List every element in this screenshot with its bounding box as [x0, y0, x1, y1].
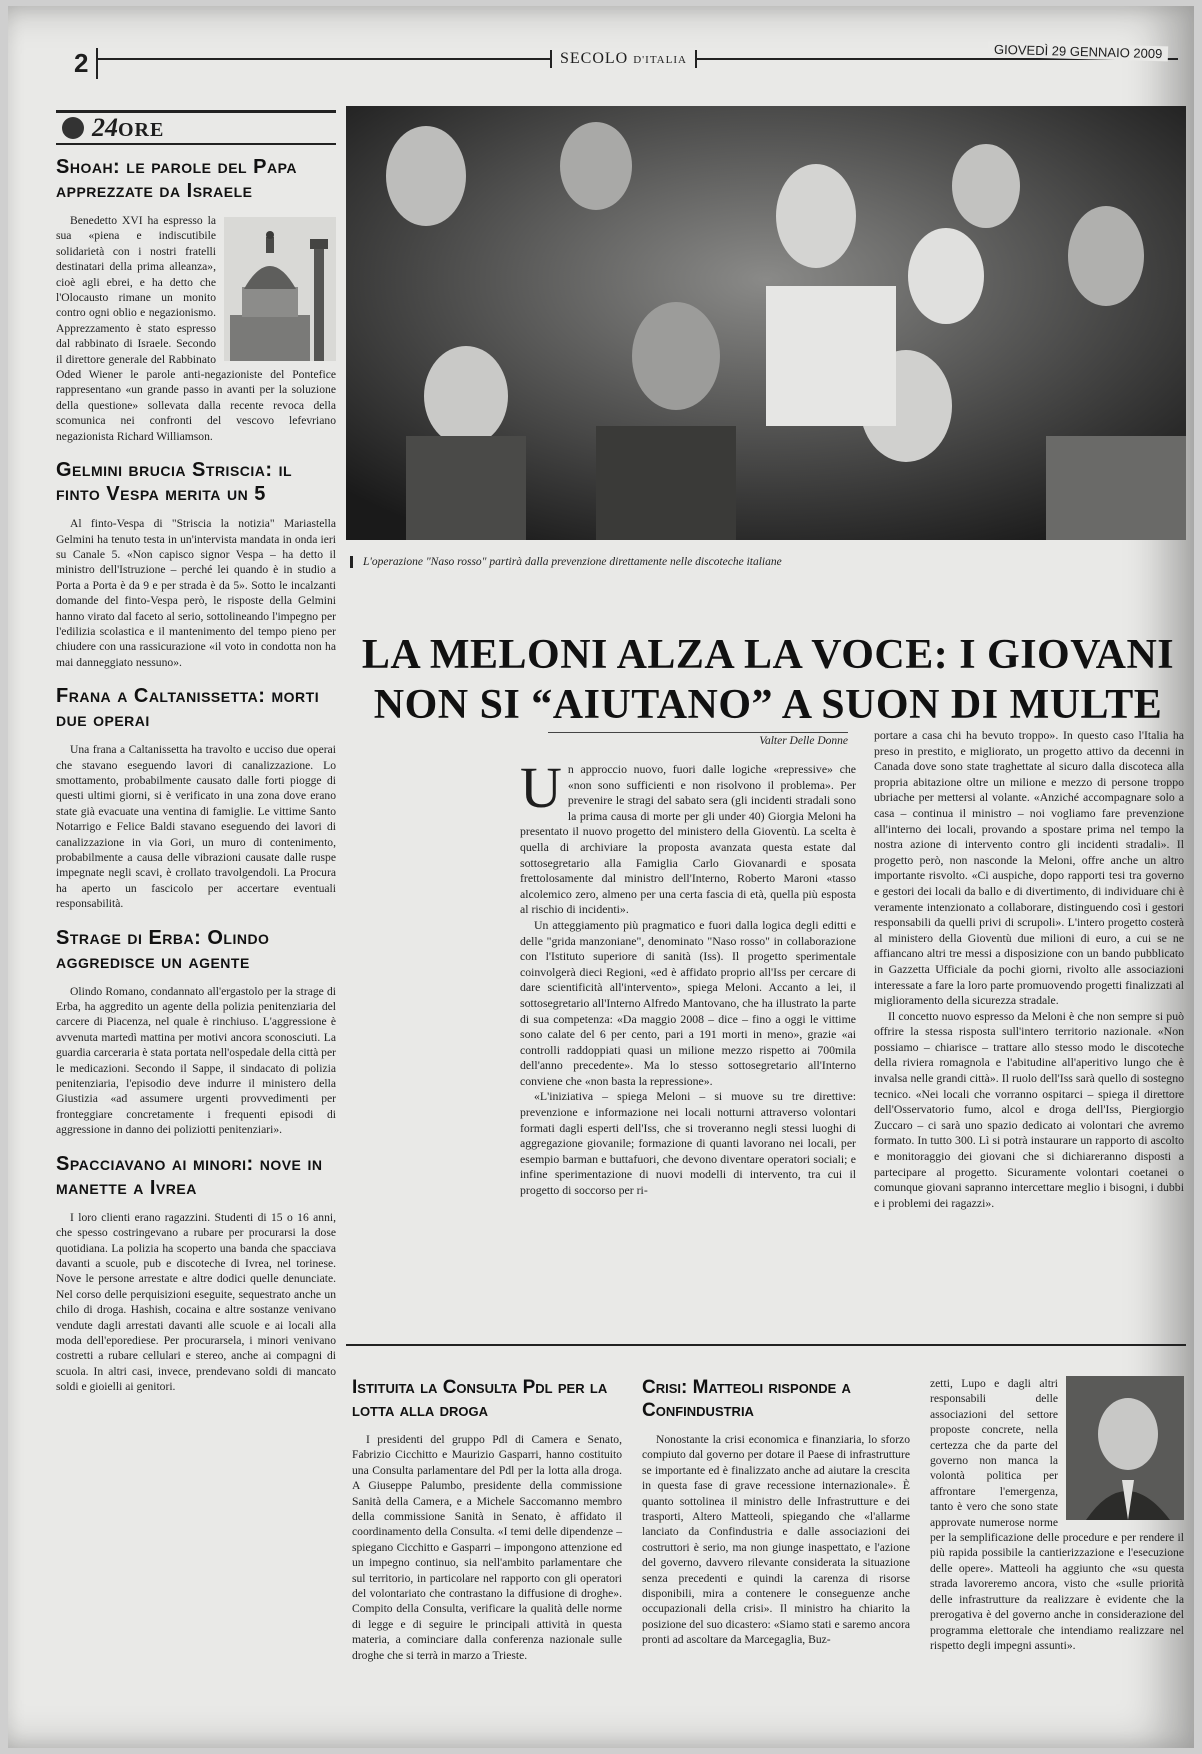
newspaper-page [8, 6, 1194, 1748]
brief-title: Shoah: le parole del Papa apprezzate da Israele [56, 156, 297, 202]
section-logo-text [92, 113, 164, 143]
brief-text: Al finto-Vespa di "Striscia la notizia" Mariastella Gelmini ha tenuto testa in un'intervista mandata in onda ieri su Canale 5. «Non capisco signor Vespa – ha detto il ministro dell'Istruzione – perché lei quando è in studio a Porta a Porta è da 9 e per strada è da 5». Sotto le incalzanti domande del finto-Vespa però, le risposte della Gelmini hanno virato dal faceto al serio, sottolineando l'impegno per l'edilizia scolastica e il mantenimento del tempo pieno per chiudere con una rassicurazione «il voto in condotta non ha mai danneggiato nessuno». [56, 517, 336, 669]
st-peters-basilica-image [224, 217, 336, 361]
brief-caltanissetta [56, 684, 336, 911]
brief-erba [56, 926, 336, 1138]
brief-consulta-pdl [352, 1376, 622, 1663]
brief-title: Gelmini brucia Striscia: il finto Vespa merita un 5 [56, 459, 293, 506]
paper-name-main: SECOLO [560, 50, 629, 67]
brief-text: I loro clienti erano ragazzini. Studenti di 15 o 16 anni, che spesso costringevano a rubare per procurarsi la dose quotidiana. La polizia ha scoperto una banda che spacciava davanti a scuole, pub e discoteche di Ivrea, nel torinese. Nove le persone arrestate e altre dodici quelle denunciate. Nel corso delle perquisizioni eseguite, sequestrato anche un chilo di droga. Hashish, cocaina e altre sostanze venivano vendute dagli arrestati davanti alle scuole e ai locali alla moda dell'eporediese. Per procurarsela, i minori venivano costretti a rubare cellulari e stereo, anche ai compagni di scuola. In altri casi, invece, prendevano soldi di mancato soldi e gioielli ai genitori. [56, 1210, 336, 1394]
photo-caption: L'operazione "Naso rosso" partirà dalla prevenzione direttamente nelle discoteche italiane [350, 556, 1193, 568]
brief-text: I presidenti del gruppo Pdl di Camera e Senato, Fabrizio Cicchitto e Maurizio Gasparri, hanno costituito una Consulta parlamentare del Pdl per la lotta alla droga. A Giuseppe Palumbo, presidente della commissione Sanità della Camera, e a Michele Saccomanno membro della commissione Sanità in Senato, è affidato il coordinamento della Consulta. «I temi delle dipendenze – spiegano Cicchitto e Gasparri – impongono attenzione ed un impegno continuo, sia nell'ambito parlamentare che sul territorio, in particolare nel rapporto con gli operatori del volontariato che contrastano la diffusione di droghe». Compito della Consulta, verificare la qualità delle norme di legge e di seguire le principali attività in questa materia, a cominciare dalla conferenza nazionale sulle droghe che si terrà in marzo a Trieste. [352, 1433, 622, 1662]
brief-text: zetti, Lupo e dagli altri responsabili delle associazioni del settore proposte concrete, nella certezza che da parte del governo non manca la volontà politica per affrontare l'emergenza, tanto è vero che sono state approvate numerose norme per la semplificazione delle procedure e per rendere il più rapida possibile la cantierizzazione e l'esecuzione delle opere». Matteoli ha aggiunto che «su questa strada lavoreremo ancora, visto che «sulle priorità delle infrastrutture da realizzare è evidente che la prerogativa è del governo anche in considerazione del programma elettorale che intendiamo realizzare nel rispetto degli impegni assunti». [930, 1377, 1184, 1652]
paper-name [550, 50, 697, 68]
article-paragraph: «L'iniziativa – spiega Meloni – si muove su tre direttive: prevenzione e informazione nei locali notturni attraverso volontari formati dagli esperti dell'Iss, che si troveranno negli stessi luoghi di aggregazione giovanile; formazione di quanti lavorano nei locali, per esempio barman e buttafuori, che devono diventare operatori sociali; e infine sperimentazione di nuovi modelli di intervento, tra cui il progetto di soccorso per ri- [520, 1089, 856, 1198]
headline-line-2: NON SI “AIUTANO” A SUON DI MULTE [373, 682, 1163, 729]
brief-text: Una frana a Caltanissetta ha travolto e ucciso due operai che stavano eseguendo lavori di canalizzazione. Lo smottamento, probabilmente causato dalle forti piogge di questi ultimi giorni, si è verificato in una zona dove erano state già evacuate una ventina di famiglie. Le vittime Santo Notarrigo e Felice Baldi stavano eseguendo dei lavori di canalizzazione in via Gori, un muro di contenimento, probabilmente a causa delle vibrazioni causate dalle ruspe impegnate negli scavi, è crollato travolgendoli. La Procura ha aperto un fascicolo per accertare eventuali responsabilità. [56, 743, 336, 911]
matteoli-portrait-photo [1066, 1376, 1184, 1520]
article-paragraph: Un atteggiamento più pragmatico e fuori dalla logica degli editti e delle "grida manzoniane", denominato "Naso rosso" in collaborazione con l'Istituto superiore di sanità (Iss). Il progetto sperimentale coinvolgerà dieci Regioni, «ed è affidato proprio all'Iss per cercare di dare scientificità all'intervento», spiega Meloni. Accanto a lei, il sottosegretario all'Interno Alfredo Mantovano, che ha illustrato la parte di sua competenza: «Da maggio 2008 – dice – fino a oggi le vittime sono calate del 6 per cento, pari a 191 morti in meno», grazie «ai controlli raddoppiati quasi un milione mezzo rispetto ai 700mila dell'anno precedente». Ma lo stesso sottosegretario all'Interno conviene che «non basta la repressione». [520, 917, 856, 1088]
article-paragraph: portare a casa chi ha bevuto troppo». In questo caso l'Italia ha preso in prestito, e migliorato, un progetto attivo da decenni in Canada dove sono state traghettate al sicuro dalla discoteca alla propria abitazione oltre un milione e mezzo di persone troppo ubriache per mettersi al volante. «Anziché accompagnare solo a casa – continua il ministro – noi vogliamo fare prevenzione all'interno dei locali, provando a spostare prima nel tempo la nostra azione di intervento contro gli incidenti stradali». Il progetto però, non nasconde la Meloni, offre anche un altro importante risvolto. «Ci auspiche, dopo rapporti tesi tra governo e gestori dei locali da ballo e di divertimento, di individuare chi è veramente intenzionato a collaborare, distinguendo così i gestori responsabili da quelli privi di scrupoli». L'intero progetto costerà al ministero della Gioventù due milioni di euro, a cui se ne affiancano altri tre messi a disposizione con un bando pubblicato in Gazzetta Ufficiale da pochi giorni, rivolto alle associazioni interessate a fare la loro parte promuovendo progetti finalizzati al miglioramento della sicurezza stradale. [874, 728, 1184, 1008]
article-column-2 [874, 728, 1184, 1211]
article-paragraph [520, 755, 856, 918]
brief-shoah [56, 155, 336, 444]
brief-title: Spacciavano ai minori: nove in manette a Ivrea [56, 1152, 323, 1199]
brief-crisi-matteoli [642, 1376, 910, 1648]
brief-title: Strage di Erba: Olindo aggredisce un agente [56, 926, 270, 973]
brief-title: Frana a Caltanissetta: morti due operai [56, 685, 320, 732]
disco-crowd-photo [346, 106, 1186, 540]
logo-number: 24 [92, 113, 118, 142]
brief-ivrea [56, 1152, 336, 1395]
brief-crisi-continuation [930, 1376, 1184, 1653]
brief-title: Istituita la Consulta Pdl per la lotta alla droga [352, 1377, 608, 1421]
issue-date: GIOVEDÌ 29 GENNAIO 2009 [987, 42, 1168, 62]
section-divider [346, 1344, 1186, 1346]
drop-cap: U [520, 755, 562, 820]
news-briefs-column [56, 110, 336, 1409]
article-paragraph: Il concetto nuovo espresso da Meloni è che non sempre si può offrire la stessa risposta sull'intero territorio nazionale. «Non possiamo – chiarisce – trattare allo stesso modo le discoteche della riviera romagnola e l'abitudine all'aperitivo lungo che è invalsa nelle grandi città». Il ruolo dell'Iss sarà quello di sostegno tecnico. «Nei locali che vorranno ospitarci – spiega il direttore dell'Osservatorio fumo, alcol e droga dell'Iss, Piergiorgio Zuccaro – ci sarà uno spazio dedicato ai volontari che avremo formato. In tutto 300. Lì si potrà instaurare un rapporto di ascolto e monitoraggio dei giovani che si dichiareranno disposti a partecipare al progetto. Sicuramente volontari coetanei o comunque giovani sapranno intercettare meglio i bisogni, i dubbi e i problemi dei ragazzi». [874, 1008, 1184, 1210]
article-paragraph-text: n approccio nuovo, fuori dalle logiche «repressive» che «non sono sufficienti e non risolvono il problema». Per prevenire le stragi del sabato sera (gli incidenti stradali sono la prima causa di morte per gli under 40) Giorgia Meloni ha presentato il nuovo progetto del ministero della Gioventù. La scelta è quella di archiviare la proposta avanzata questa estate dal sottosegretario alla Famiglia Carlo Giovanardi e sposata frettolosamente dal ministro dell'Interno, Roberto Maroni «tasso alcolemico zero, almeno per una certa fascia di età, quella più esposta al rischio di incidenti». [520, 762, 856, 917]
brief-title: Crisi: Matteoli risponde a Confindustria [642, 1377, 851, 1421]
section-logo [56, 110, 336, 145]
article-headline [348, 630, 1188, 730]
headline-line-1: LA MELONI ALZA LA VOCE: I GIOVANI [361, 632, 1175, 679]
brief-text: Olindo Romano, condannato all'ergastolo per la strage di Erba, ha aggredito un agente della polizia penitenziaria del carcere di Piacenza, nel quale è rinchiuso. L'aggressione è avvenuta martedì mattina per motivi ancora sconosciuti. La guardia carceraria è stata portata nell'ospedale della città per le medicazioni. Secondo il Sappe, il sindacato di polizia penitenziaria, l'episodio deve indurre il ministero della Giustizia «ad assumere urgenti provvedimenti per fronteggiare concretamente i frequenti episodi di aggressione in danno dei poliziotti penitenziari». [56, 984, 336, 1137]
brief-text: Nonostante la crisi economica e finanziaria, lo sforzo compiuto dal governo per dotare il Paese di infrastrutture se importante ed è finalizzato anche ad aiutare la crescita in questa fase di grave recessione internazionale». È quanto sottolinea il ministro delle Infrastrutture e dei trasporti, Altero Matteoli, spiegando che «l'allarme lanciato da Confindustria e dalle associazioni dei costruttori è serio, ma non giunge inaspettato, e l'azione del governo, davvero rilevante considerata la situazione senza precedenti e quindi la carenza di risorse disponibili, mira a contenere le conseguenze anche occupazionali della crisi». Il ministro ha chiarito la posizione del suo dicastero: «Siamo stati e saremo ancora pronti ad ascoltare da Marcegaglia, Buz- [642, 1433, 910, 1647]
globe-icon [62, 117, 84, 139]
paper-name-suffix: D'ITALIA [633, 54, 687, 66]
article-byline: Valter Delle Donne [548, 732, 848, 747]
logo-word: ORE [118, 119, 165, 141]
page-number: 2 [66, 48, 98, 79]
masthead [58, 41, 1178, 78]
brief-gelmini [56, 458, 336, 670]
article-column-1 [520, 755, 856, 1199]
brief-text: Benedetto XVI ha espresso la sua «piena e indiscutibile solidarietà con i nostri fratelli destinatari della prima alleanza», cioè agli ebrei, e ha detto che l'Olocausto rimane un monito contro ogni oblio e negazionismo. Apprezzamento è stato espresso dal rabbinato di Israele. Secondo il direttore generale del Rabbinato Oded Wiener le parole anti-negazioniste del Pontefice rappresentano «un grande passo in avanti per la soluzione della questione» sollevata dalla recente revoca della scomunica nei confronti del vescovo lefevriano negazionista Richard Williamson. [56, 214, 336, 443]
